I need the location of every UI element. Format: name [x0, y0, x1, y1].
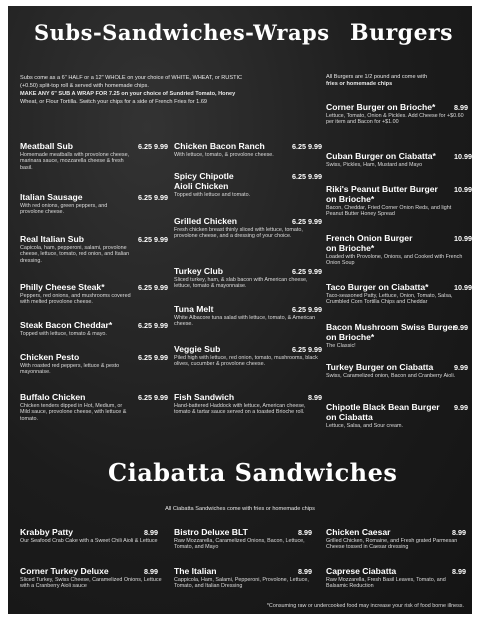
item-description: With red onions, green peppers, and provolone cheese. [20, 203, 108, 216]
item-name-line1: Chipotle Black Bean Burger [326, 402, 440, 412]
item-name: Taco Burger on Ciabatta* [326, 282, 429, 292]
item-name: Philly Cheese Steak* [20, 282, 105, 292]
item-price: 6.25 9.99 [292, 217, 322, 226]
item-description: Swiss, Caramelized onion, Bacon and Cranberry Aioli. [326, 373, 456, 379]
item-price: 6.25 9.99 [138, 321, 168, 330]
menu-item [20, 566, 166, 590]
item-name: Chicken Pesto [20, 352, 80, 362]
item-price: 10.99 [454, 185, 472, 194]
item-name-line2: on Brioche* [326, 194, 375, 204]
item-description: Our Seafood Crab Cake with a Sweet Chili Aioli & Lettuce [20, 538, 158, 544]
item-price: 8.99 [298, 528, 312, 537]
menu-item [174, 527, 320, 551]
item-price: 6.25 9.99 [138, 283, 168, 292]
menu-item [326, 362, 468, 379]
item-description: Lettuce, Tomato, Onion & Pickles. Add Cheese for +$0.60 per item and Bacon for +$1.00 [326, 113, 464, 126]
item-description: With lettuce, tomato, & provolone cheese. [174, 152, 274, 158]
item-description: Fresh chicken breast thinly sliced with lettuce, tomato, provolone cheese, and a dressing of your choice. [174, 227, 303, 240]
item-name: Caprese Ciabatta [326, 566, 397, 576]
ciabatta-header: Ciabatta Sandwiches [108, 458, 398, 487]
menu-item [174, 216, 324, 240]
item-price: 8.99 [144, 528, 158, 537]
item-description: Sliced turkey, ham, & slab bacon with American cheese, lettuce, tomato & mayonnaise. [174, 277, 308, 290]
item-price: 10.99 [454, 152, 472, 161]
item-name: Corner Turkey Deluxe [20, 566, 109, 576]
menu-item [174, 266, 324, 290]
item-price: 10.99 [454, 283, 472, 292]
item-name-line2: on Brioche* [326, 332, 375, 342]
item-price: 6.25 9.99 [292, 172, 322, 181]
item-name: Veggie Sub [174, 344, 221, 354]
item-name: Chicken Bacon Ranch [174, 141, 265, 151]
item-description: Chicken tenders dipped in Hot, Medium, or Mild sauce, provolone cheese, with lettuce & tomato. [20, 403, 127, 422]
menu-item [174, 141, 324, 158]
footer-disclaimer: *Consuming raw or undercooked food may increase your risk of food borne illness. [266, 603, 464, 609]
item-description: White Albacore tuna salad with lettuce, tomato, & American cheese. [174, 315, 316, 328]
menu-item [326, 322, 468, 349]
item-price: 6.25 9.99 [138, 235, 168, 244]
item-name-line2: on Ciabatta [326, 412, 373, 422]
item-name: Fish Sandwich [174, 392, 235, 402]
chalkboard-menu [8, 6, 472, 614]
item-name: Tuna Melt [174, 304, 214, 314]
menu-item [174, 304, 324, 328]
item-description: Capicola, ham, pepperoni, salami, provolone cheese, lettuce, tomato, red onion, and Italian dressing. [20, 245, 130, 264]
item-description: Sliced Turkey, Swiss Cheese, Caramelized Onions, Lettuce with a Cranberry Aioli sauce [20, 577, 162, 590]
item-description: Loaded with Provolone, Onions, and Cooked with French Onion Soup [326, 254, 463, 267]
menu-item [326, 527, 468, 551]
item-description: Raw Mozzarella, Caramelized Onions, Bacon, Lettuce, Tomato, and Mayo [174, 538, 305, 551]
subs-intro-line: Subs come as a 6" HALF or a 12" WHOLE on your choice of WHITE, WHEAT, or RUSTIC [20, 75, 243, 81]
item-price: 10.99 [454, 234, 472, 243]
subs-intro-line: (+0.50) split-top roll & served with homemade chips. [20, 83, 149, 89]
menu-item [174, 392, 324, 416]
item-price: 8.99 [298, 567, 312, 576]
item-price: 8.99 [144, 567, 158, 576]
menu-item [20, 527, 166, 544]
menu-item [20, 282, 168, 306]
item-name-line2: Aioli Chicken [174, 181, 229, 191]
burger-note [326, 74, 466, 88]
menu-item [326, 102, 468, 126]
item-description: Topped with lettuce and tomato. [174, 192, 251, 198]
item-description: The Classic! [326, 343, 356, 349]
item-name: Real Italian Sub [20, 234, 84, 244]
subs-intro-line: MAKE ANY 6" SUB A WRAP FOR 7.25 on your choice of Sundried Tomato, Honey [20, 91, 236, 97]
item-name: Cuban Burger on Ciabatta* [326, 151, 436, 161]
item-price: 6.25 9.99 [138, 393, 168, 402]
item-name: Bistro Deluxe BLT [174, 527, 248, 537]
item-price: 9.99 [454, 323, 468, 332]
menu-item [20, 320, 168, 337]
menu-item [20, 234, 168, 264]
subs-header: Subs-Sandwiches-Wraps [34, 20, 330, 45]
item-description: Homemade meatballs with provolone cheese, marinara sauce, mozzarella cheese & fresh basil. [20, 152, 130, 171]
item-name: Grilled Chicken [174, 216, 238, 226]
item-name: Turkey Club [174, 266, 224, 276]
menu-item [326, 184, 472, 218]
item-description: Lettuce, Salsa, and Sour cream. [326, 423, 404, 429]
menu-item [174, 566, 320, 590]
item-name: Chicken Caesar [326, 527, 391, 537]
menu-item [326, 282, 472, 306]
item-name: Turkey Burger on Ciabatta [326, 362, 434, 372]
item-price: 8.99 [452, 528, 466, 537]
menu-item [20, 141, 168, 171]
item-name: Krabby Patty [20, 527, 74, 537]
item-price: 8.99 [454, 103, 468, 112]
burgers-header: Burgers [350, 20, 454, 46]
menu-item [20, 352, 168, 376]
menu-item [326, 402, 468, 429]
menu-item [20, 392, 168, 422]
item-description: Raw Mozzarella, Fresh Basil Leaves, Tomato, and Balsamic Reduction [326, 577, 446, 590]
item-price: 6.25 9.99 [138, 142, 168, 151]
item-name: Steak Bacon Cheddar* [20, 320, 113, 330]
item-price: 6.25 9.99 [138, 193, 168, 202]
ciabatta-note: All Ciabatta Sandwiches come with fries or homemade chips [165, 506, 315, 512]
item-name-line2: on Brioche* [326, 243, 375, 253]
item-description: Taco-seasoned Patty, Lettuce, Onion, Tomato, Salsa, Crumbled Corn Tortilla Chips and Cheddar [326, 293, 453, 306]
item-name: The Italian [174, 566, 217, 576]
item-price: 6.25 9.99 [292, 305, 322, 314]
menu-item [20, 192, 168, 216]
menu-item [174, 344, 324, 368]
item-description: Bacon, Cheddar, Fried Corner Onion Reds, and light Peanut Butter Honey Spread [326, 205, 452, 218]
burger-note-line: fries or homemade chips [326, 81, 393, 87]
item-price: 9.99 [454, 403, 468, 412]
item-name: Italian Sausage [20, 192, 83, 202]
item-name-line1: Riki's Peanut Butter Burger [326, 184, 438, 194]
item-description: Peppers, red onions, and mushrooms covered with melted provolone cheese. [20, 293, 131, 306]
item-price: 6.25 9.99 [138, 353, 168, 362]
item-description: Grilled Chicken, Romaine, and Fresh grated Parmesan Cheese tossed in Caesar dressing [326, 538, 458, 551]
item-description: Hand-battered Haddock with lettuce, American cheese, tomato & tartar sauce served on a toasted Brioche roll. [174, 403, 306, 416]
item-name-line1: French Onion Burger [326, 233, 413, 243]
item-name-line1: Bacon Mushroom Swiss Burger [326, 322, 456, 332]
item-price: 6.25 9.99 [292, 142, 322, 151]
item-price: 8.99 [452, 567, 466, 576]
menu-item [326, 233, 472, 267]
item-price: 6.25 9.99 [292, 267, 322, 276]
item-price: 8.99 [308, 393, 322, 402]
burger-note-line: All Burgers are 1/2 pound and come with [326, 74, 428, 80]
item-description: Piled high with lettuce, red onion, tomato, mushrooms, black olives, cucumber & provolone cheese. [174, 355, 318, 368]
menu-item [174, 171, 324, 198]
item-description: Topped with lettuce, tomato & mayo. [20, 331, 107, 337]
item-description: With roasted red peppers, lettuce & pesto mayonnaise. [20, 363, 120, 376]
item-name: Buffalo Chicken [20, 392, 86, 402]
menu-item [326, 566, 468, 590]
subs-intro-line: Wheat, or Flour Tortilla. Switch your chips for a side of French Fries for 1.69 [20, 99, 208, 105]
item-description: Cappicola, Ham, Salami, Pepperoni, Provolone, Lettuce, Tomato, and Italian Dressing [174, 577, 309, 590]
item-name: Corner Burger on Brioche* [326, 102, 436, 112]
menu-item [326, 151, 472, 168]
item-description: Swiss, Pickles, Ham, Mustard and Mayo [326, 162, 423, 168]
item-price: 6.25 9.99 [292, 345, 322, 354]
item-price: 9.99 [454, 363, 468, 372]
item-name: Meatball Sub [20, 141, 74, 151]
item-name-line1: Spicy Chipotle [174, 171, 234, 181]
subs-intro [20, 74, 318, 106]
